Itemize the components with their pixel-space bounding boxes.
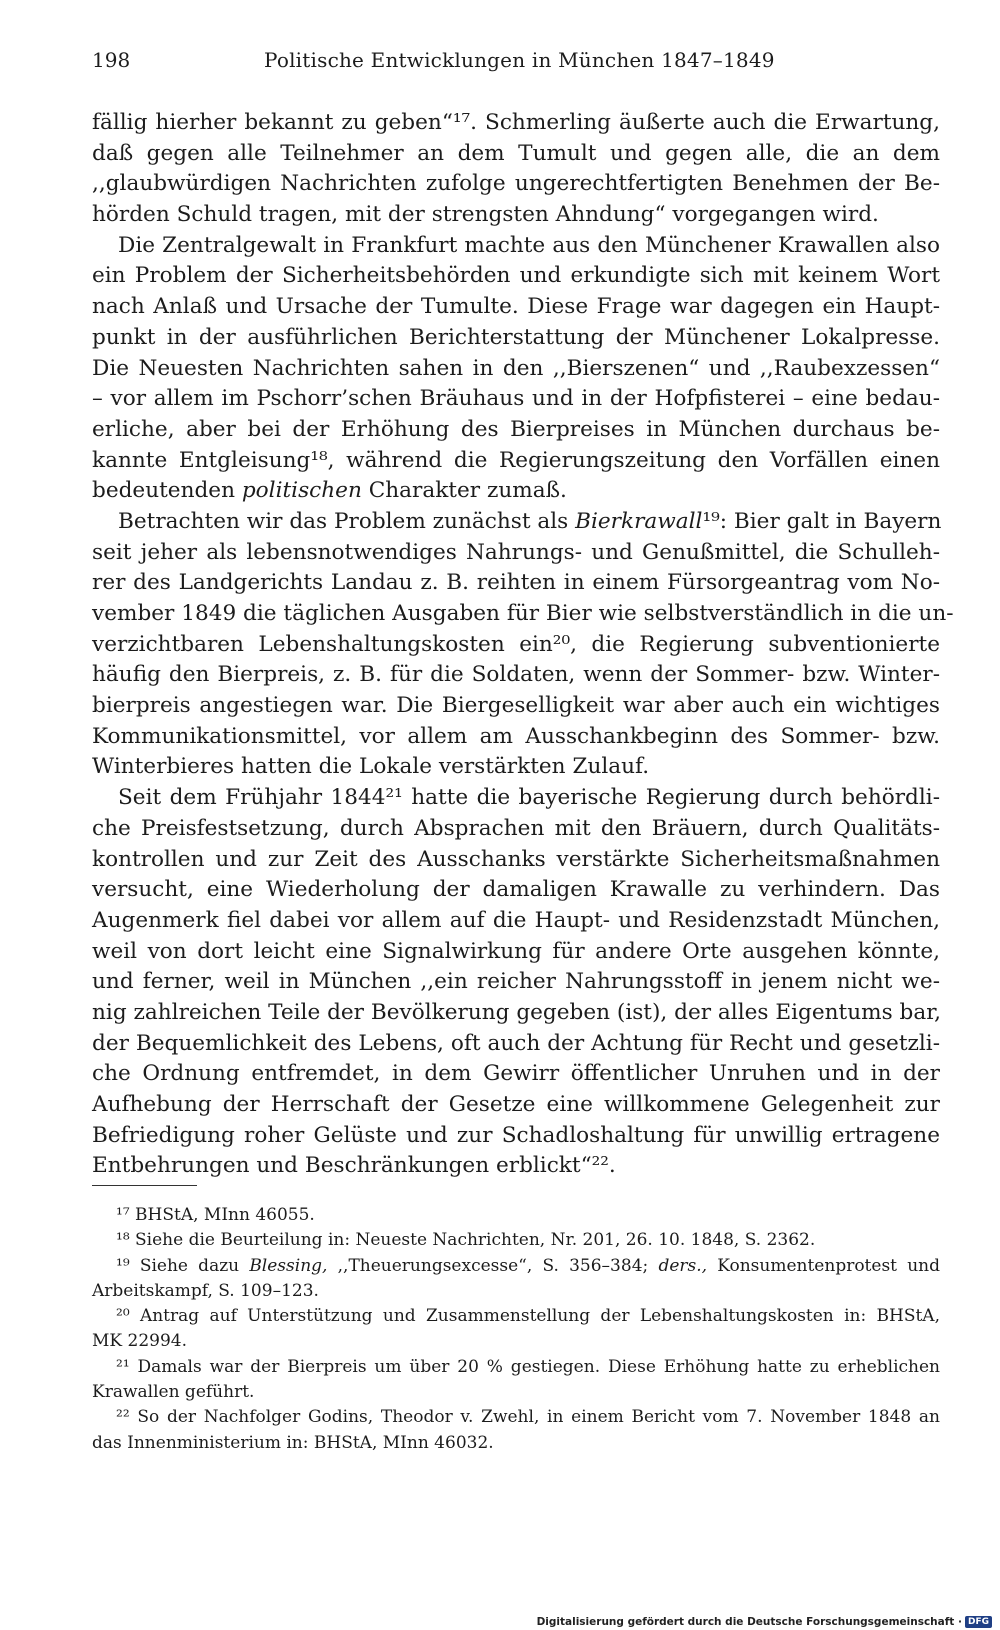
body-line: vember 1849 die täglichen Ausgaben für Bier wie selbstverständlich in die un- — [92, 601, 954, 626]
body-line: Die Neuesten Nachrichten sahen in den ,,Bierszenen“ und ,,Raubexzessen“ — [92, 355, 940, 381]
body-line: ein Problem der Sicherheitsbehörden und erkundigte sich mit keinem Wort — [92, 263, 940, 289]
body-line: Kommunikationsmittel, vor allem am Ausschankbeginn des Sommer- bzw. — [92, 723, 940, 749]
body-line: fällig hierher bekannt zu geben“¹⁷. Schmerling äußerte auch die Erwartung, — [92, 110, 940, 135]
body-line: ,,glaubwürdigen Nachrichten zufolge ungerechtfertigten Benehmen der Be- — [92, 171, 940, 197]
body-line: nig zahlreichen Teile der Bevölkerung gegeben (ist), der alles Eigentums bar, — [92, 999, 942, 1025]
footnote-19-continued: Arbeitskampf, S. 109–123. — [92, 1280, 319, 1301]
footnote-22-continued: das Innenministerium in: BHStA, MInn 46032. — [92, 1432, 494, 1453]
body-line: punkt in der ausführlichen Berichterstattung der Münchener Lokalpresse. — [92, 324, 940, 350]
footnote-21: ²¹ Damals war der Bierpreis um über 20 % gestiegen. Diese Erhöhung hatte zu erheblichen — [116, 1356, 940, 1377]
footnote-20: ²⁰ Antrag auf Unterstützung und Zusammenstellung der Lebenshaltungskosten in: BHStA, — [116, 1306, 940, 1327]
body-line: daß gegen alle Teilnehmer an dem Tumult und gegen alle, die an dem — [92, 140, 940, 166]
body-line: versucht, eine Wiederholung der damaligen Krawalle zu verhindern. Das — [92, 877, 940, 903]
body-line: rer des Landgerichts Landau z. B. reihten in einem Fürsorgeantrag vom No- — [92, 570, 940, 596]
footnote-separator — [92, 1185, 197, 1186]
body-text — [92, 108, 954, 1182]
body-line: weil von dort leicht eine Signalwirkung für andere Orte ausgehen könnte, — [92, 938, 940, 964]
text-run: ¹⁹: Bier galt in Bayern — [702, 508, 942, 534]
page-header — [92, 48, 940, 84]
body-line — [92, 476, 940, 507]
text-run: ¹⁹ Siehe dazu — [116, 1255, 250, 1276]
body-line: Aufhebung der Herrschaft der Gesetze eine willkommene Gelegenheit zur — [92, 1092, 940, 1117]
text-run: Betrachten wir das Problem zunächst als — [118, 508, 569, 534]
body-line: erliche, aber bei der Erhöhung des Bierpreises in München durchaus be- — [92, 416, 940, 442]
body-line: Seit dem Frühjahr 1844²¹ hatte die bayerische Regierung durch behördli- — [118, 785, 940, 811]
body-line: der Bequemlichkeit des Lebens, oft auch der Achtung für Recht und gesetzli- — [92, 1030, 940, 1056]
body-line: Die Zentralgewalt in Frankfurt machte aus den Münchener Krawallen also — [118, 232, 940, 258]
footnote-21-continued: Krawallen geführt. — [92, 1382, 255, 1403]
body-line: Winterbieres hatten die Lokale verstärkten Zulauf. — [92, 754, 650, 780]
footnotes — [92, 1203, 940, 1456]
running-head: Politische Entwicklungen in München 1847–1849 — [264, 48, 775, 72]
credit-text: Digitalisierung gefördert durch die Deutsche Forschungsgemeinschaft · — [536, 1616, 962, 1628]
page-number: 198 — [92, 48, 131, 72]
body-line: che Preisfestsetzung, durch Absprachen mit den Bräuern, durch Qualitäts- — [92, 815, 940, 841]
footnote-22: ²² So der Nachfolger Godins, Theodor v. Zwehl, in einem Bericht vom 7. November 1848 an — [116, 1407, 940, 1428]
emphasis: politischen — [241, 478, 362, 504]
text-run: ,,Theuerungsexcesse“, S. 356–384; — [327, 1255, 659, 1276]
body-line: che Ordnung entfremdet, in dem Gewirr öffentlicher Unruhen und in der — [92, 1061, 940, 1087]
body-line: Augenmerk fiel dabei vor allem auf die Haupt- und Residenzstadt München, — [92, 907, 940, 933]
body-line: nach Anlaß und Ursache der Tumulte. Diese Frage war dagegen ein Haupt- — [92, 294, 940, 320]
dfg-logo: DFG — [965, 1616, 992, 1628]
footnote-20-continued: MK 22994. — [92, 1331, 187, 1352]
footnote-17: ¹⁷ BHStA, MInn 46055. — [116, 1205, 315, 1225]
body-line: Befriedigung roher Gelüste und zur Schadloshaltung für unwillig ertragene — [92, 1122, 940, 1148]
footnote-19 — [92, 1254, 940, 1279]
body-line: – vor allem im Pschorr’schen Bräuhaus und in der Hofpfisterei – eine bedau- — [92, 386, 940, 412]
emphasis: Bierkrawall — [575, 508, 703, 534]
body-line — [92, 507, 940, 538]
digitization-credit — [537, 1616, 992, 1628]
body-line: verzichtbaren Lebenshaltungskosten ein²⁰, die Regierung subventionierte — [92, 631, 940, 657]
body-line: seit jeher als lebensnotwendiges Nahrungs- und Genußmittel, die Schulleh- — [92, 539, 940, 565]
text-run: Charakter zumaß. — [361, 478, 567, 504]
text-run: Konsumentenprotest und — [707, 1255, 940, 1276]
body-line: Entbehrungen und Beschränkungen erblickt“²². — [92, 1153, 616, 1179]
body-line: kontrollen und zur Zeit des Ausschanks verstärkte Sicherheitsmaßnahmen — [92, 846, 940, 872]
text-run: bedeutenden — [92, 478, 242, 504]
body-line: kannte Entgleisung¹⁸, während die Regierungszeitung den Vorfällen einen — [92, 447, 940, 473]
footnote-18: ¹⁸ Siehe die Beurteilung in: Neueste Nachrichten, Nr. 201, 26. 10. 1848, S. 2362. — [116, 1230, 816, 1251]
author-name: Blessing, — [249, 1255, 328, 1276]
body-line: und ferner, weil in München ,,ein reicher Nahrungsstoff in jenem nicht we- — [92, 969, 940, 995]
body-line: bierpreis angestiegen war. Die Biergeselligkeit war aber auch ein wichtiges — [92, 693, 940, 719]
ders-abbreviation: ders., — [658, 1255, 708, 1276]
body-line: hörden Schuld tragen, mit der strengsten Ahndung“ vorgegangen wird. — [92, 202, 879, 228]
body-line: häufig den Bierpreis, z. B. für die Soldaten, wenn der Sommer- bzw. Winter- — [92, 662, 940, 688]
